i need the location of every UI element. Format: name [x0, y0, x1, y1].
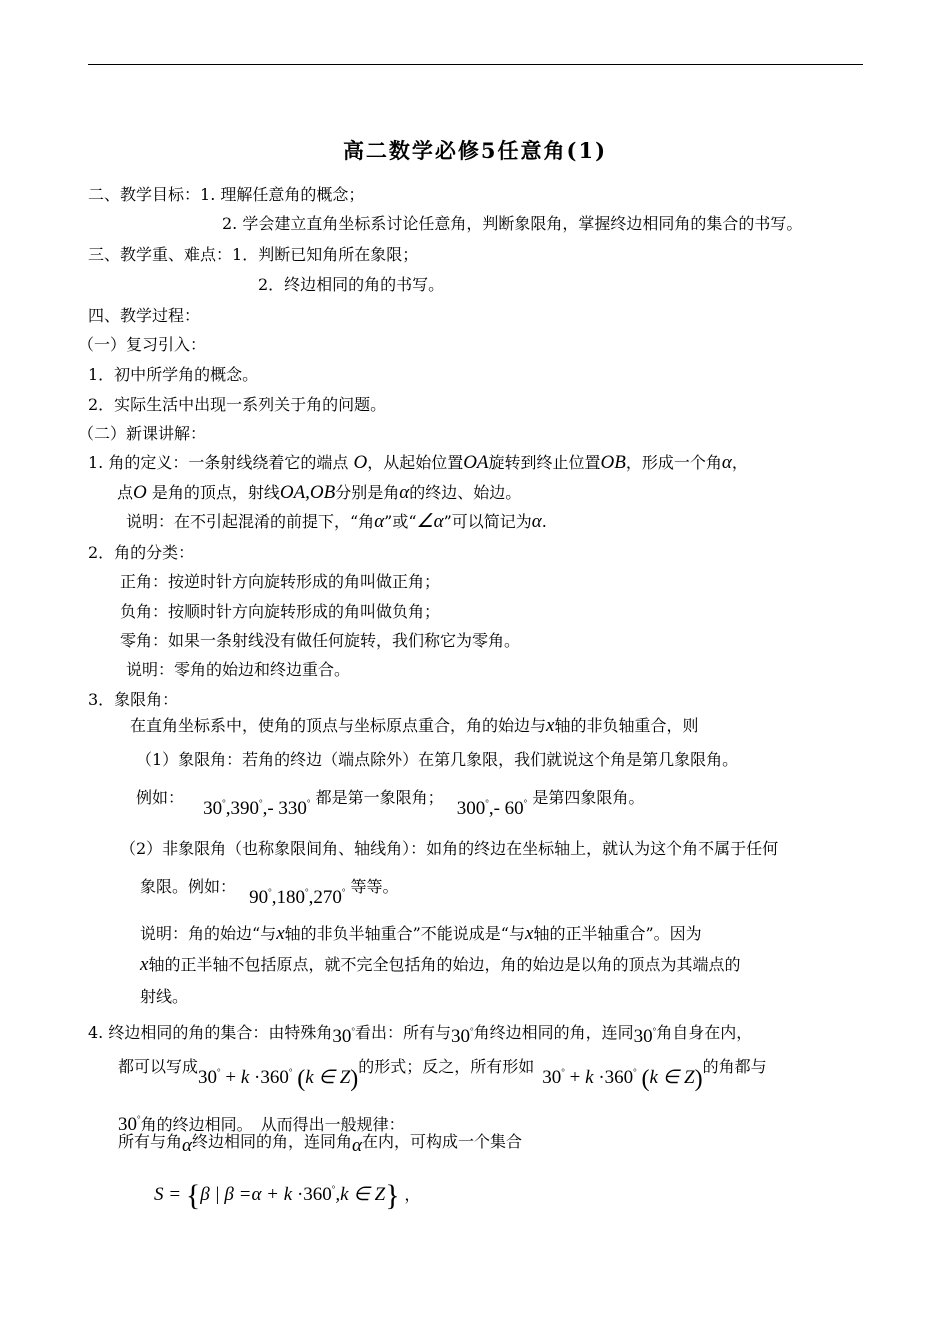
coterminal-text: 角自身在内，: [656, 1023, 753, 1042]
math-condition: k ∈ Z: [305, 1067, 351, 1088]
paren: (: [297, 1066, 306, 1092]
definition-line-2: [117, 482, 521, 504]
example-text: 都是第一象限角；: [315, 788, 444, 807]
def-text: 旋转到终止位置: [488, 453, 601, 472]
math-alpha: α: [531, 511, 542, 532]
angle-value: 90: [249, 887, 269, 908]
degree-symbol: °: [341, 887, 346, 897]
def-text: 点: [117, 483, 134, 502]
note-text: 说明：角的始边“与: [140, 924, 277, 943]
example-label: 象限。例如：: [140, 877, 237, 896]
degree-symbol: °: [523, 798, 528, 808]
review-item-2: 2．实际生活中出现一系列关于角的问题。: [88, 395, 387, 414]
brace-close: }: [385, 1179, 400, 1212]
note-text: ”或“: [384, 512, 417, 531]
math-set-condition: ,k ∈ Z: [335, 1184, 386, 1205]
angle-value: 30: [118, 1114, 137, 1135]
goals-item-2: 2. 学会建立直角坐标系讨论任意角，判断象限角，掌握终边相同角的集合的书写。: [222, 214, 803, 233]
angle-value: ,- 330: [262, 798, 307, 819]
math-point-o: O: [133, 482, 147, 503]
degree-symbol: °: [633, 1067, 637, 1077]
coterminal-line-1: [88, 1016, 753, 1047]
coterminal-text: 看出：所有与: [354, 1023, 451, 1042]
quadrant-note-2: [140, 954, 740, 976]
degree-symbol: °: [469, 1026, 474, 1036]
math-deg-30: [451, 1026, 474, 1047]
degree-symbol: °: [331, 1184, 336, 1194]
keypoints-item-1: 1．判断已知角所在象限；: [232, 245, 419, 264]
non-quadrant-def: （2）非象限角（也称象限间角、轴线角）：如角的终边在坐标轴上，就认为这个角不属于任何: [120, 839, 779, 858]
def-text: 是角的顶点，射线: [146, 483, 280, 502]
process-heading: 四、教学过程：: [88, 306, 201, 325]
math-set-body: β | β =α + k: [200, 1184, 293, 1205]
math-x-axis: x: [525, 923, 534, 944]
math-condition: k ∈ Z: [649, 1067, 695, 1088]
def-text: 1. 角的定义：一条射线绕着它的端点: [88, 453, 349, 472]
positive-angle: 正角：按逆时针方向旋转形成的角叫做正角；: [120, 572, 441, 591]
coterminal-line-4: [118, 1131, 523, 1156]
note-text: 轴的正半轴重合”。因为: [533, 924, 702, 943]
angle-value: ,180: [271, 887, 305, 908]
quadrant-note-3: 射线。: [140, 987, 189, 1006]
coterminal-text: 的角都与: [702, 1057, 767, 1076]
math-x-axis: x: [276, 923, 285, 944]
coterminal-text: 在内，可构成一个集合: [362, 1132, 523, 1151]
degree-symbol: °: [485, 798, 489, 808]
goals-item-1: 1. 理解任意角的概念；: [200, 185, 365, 204]
keypoints-line-1: [88, 244, 418, 266]
angle-value: ,390: [225, 798, 259, 819]
math-deg-30: [634, 1026, 657, 1047]
math-rays: OA,OB: [279, 482, 336, 503]
coterminal-text: 的形式；反之，所有形如: [358, 1057, 535, 1076]
review-heading: （一）复习引入：: [78, 335, 207, 354]
angle-value: 30: [332, 1026, 352, 1047]
keypoints-item-2: 2．终边相同的角的书写。: [258, 275, 445, 294]
math-angles-q4: [457, 798, 528, 819]
angle-value: ,- 60: [488, 798, 524, 819]
math-alpha: α: [182, 1135, 192, 1156]
def-text: ，从起始位置: [367, 453, 464, 472]
math-alpha: α: [374, 511, 385, 532]
math-angle-alpha: ∠α: [416, 511, 444, 532]
header-rule: [88, 64, 863, 65]
goals-line-1: [88, 184, 364, 206]
example-text: 等等。: [350, 877, 399, 896]
degree-symbol: °: [351, 1026, 355, 1036]
quadrant-def: （1）象限角：若角的终边（端点除外）在第几象限，我们就说这个角是第几象限角。: [136, 750, 739, 769]
example-label: 例如：: [136, 788, 185, 807]
degree-symbol: °: [561, 1067, 565, 1077]
math-set-s: S =: [154, 1184, 182, 1205]
paren: (: [641, 1066, 650, 1092]
degree-symbol: °: [258, 798, 263, 808]
quadrant-heading: 3．象限角：: [88, 690, 179, 709]
note-text: 轴的非负半轴重合”不能说成是“与: [284, 924, 525, 943]
def-text: ，: [731, 453, 748, 472]
coterminal-text: 角的终边相同。 从而得出一般规律：: [140, 1115, 405, 1134]
math-ray-ob: OB: [600, 452, 626, 473]
degree-symbol: °: [288, 1067, 293, 1077]
negative-angle: 负角：按顺时针方向旋转形成的角叫做负角；: [120, 602, 441, 621]
definition-note: [126, 511, 547, 533]
note-text: .: [541, 512, 547, 531]
math-k: k: [240, 1067, 250, 1088]
degree-symbol: °: [306, 798, 311, 808]
degree-symbol: °: [304, 887, 309, 897]
angle-value: ,270: [308, 887, 342, 908]
math-axis-angles: [249, 887, 345, 908]
coterminal-text: 4. 终边相同的角的集合：由特殊角: [88, 1023, 333, 1042]
angle-value: 30: [203, 798, 223, 819]
degree-symbol: °: [217, 1067, 221, 1077]
angle-value: 30: [542, 1067, 562, 1088]
math-alpha: α: [721, 452, 732, 473]
math-angles-q1: [203, 798, 310, 819]
math-point-o: O: [353, 452, 368, 473]
note-text: 轴的正半轴不包括原点，就不完全包括角的始边，角的始边是以角的顶点为其端点的: [148, 955, 741, 974]
math-alpha: α: [399, 482, 410, 503]
angle-value: 30: [198, 1067, 218, 1088]
math-360: ·360: [598, 1067, 634, 1088]
newlesson-heading: （二）新课讲解：: [78, 424, 207, 443]
angle-value: 30: [450, 1026, 470, 1047]
classification-heading: 2．角的分类：: [88, 543, 195, 562]
coterminal-text: 所有与角: [118, 1132, 183, 1151]
degree-symbol: °: [222, 798, 226, 808]
intro-text: 在直角坐标系中，使角的顶点与坐标原点重合，角的始边与: [130, 716, 547, 735]
angle-value: 30: [633, 1026, 653, 1047]
goals-heading: 二、教学目标：: [88, 185, 201, 204]
page-title: 高二数学必修5任意角(1): [342, 138, 608, 163]
degree-symbol: °: [268, 887, 272, 897]
def-text: ，形成一个角: [625, 453, 722, 472]
paren: ): [694, 1066, 703, 1092]
math-expression: 30° + k ·360° (k ∈ Z): [198, 1066, 359, 1092]
degree-symbol: °: [137, 1114, 141, 1124]
brace-open: {: [185, 1179, 201, 1212]
paren: ): [350, 1066, 359, 1092]
def-text: 的终边、始边。: [409, 483, 522, 502]
coterminal-line-2: [118, 1050, 767, 1092]
math-360: ·360: [254, 1067, 289, 1088]
math-set-expression: [154, 1179, 404, 1212]
intro-text: 轴的非负轴重合，则: [554, 716, 699, 735]
math-ray-oa: OA: [463, 452, 489, 473]
math-deg-30: [332, 1026, 355, 1047]
definition-line-1: [88, 452, 748, 474]
coterminal-text: ，: [404, 1185, 421, 1204]
quadrant-intro: [130, 715, 698, 737]
review-item-1: 1．初中所学角的概念。: [88, 365, 259, 384]
example-text: 是第四象限角。: [532, 788, 645, 807]
zero-angle-note: 说明：零角的始边和终边重合。: [126, 660, 351, 679]
math-360: ·360: [296, 1184, 332, 1205]
zero-angle: 零角：如果一条射线没有做任何旋转，我们称它为零角。: [120, 631, 521, 650]
quadrant-examples: [136, 781, 645, 819]
math-alpha: α: [352, 1135, 362, 1156]
def-text: 分别是角: [335, 483, 400, 502]
coterminal-text: 角终边相同的角，连同: [473, 1023, 634, 1042]
note-text: 说明：在不引起混淆的前提下，“角: [126, 512, 375, 531]
math-x-axis: x: [546, 715, 555, 736]
coterminal-text: 终边相同的角，连同角: [192, 1132, 353, 1151]
math-k: k: [585, 1067, 594, 1088]
keypoints-heading: 三、教学重、难点：: [88, 245, 233, 264]
coterminal-set: [154, 1178, 421, 1212]
quadrant-note-1: [140, 923, 702, 945]
note-text: ”可以简记为: [443, 512, 532, 531]
math-expression: 30° + k ·360° (k ∈ Z): [542, 1066, 703, 1092]
degree-symbol: °: [652, 1026, 657, 1036]
math-x-axis: x: [140, 954, 149, 975]
non-quadrant-examples: [140, 870, 399, 908]
angle-value: 300: [456, 798, 486, 819]
coterminal-text: 都可以写成: [118, 1057, 199, 1076]
